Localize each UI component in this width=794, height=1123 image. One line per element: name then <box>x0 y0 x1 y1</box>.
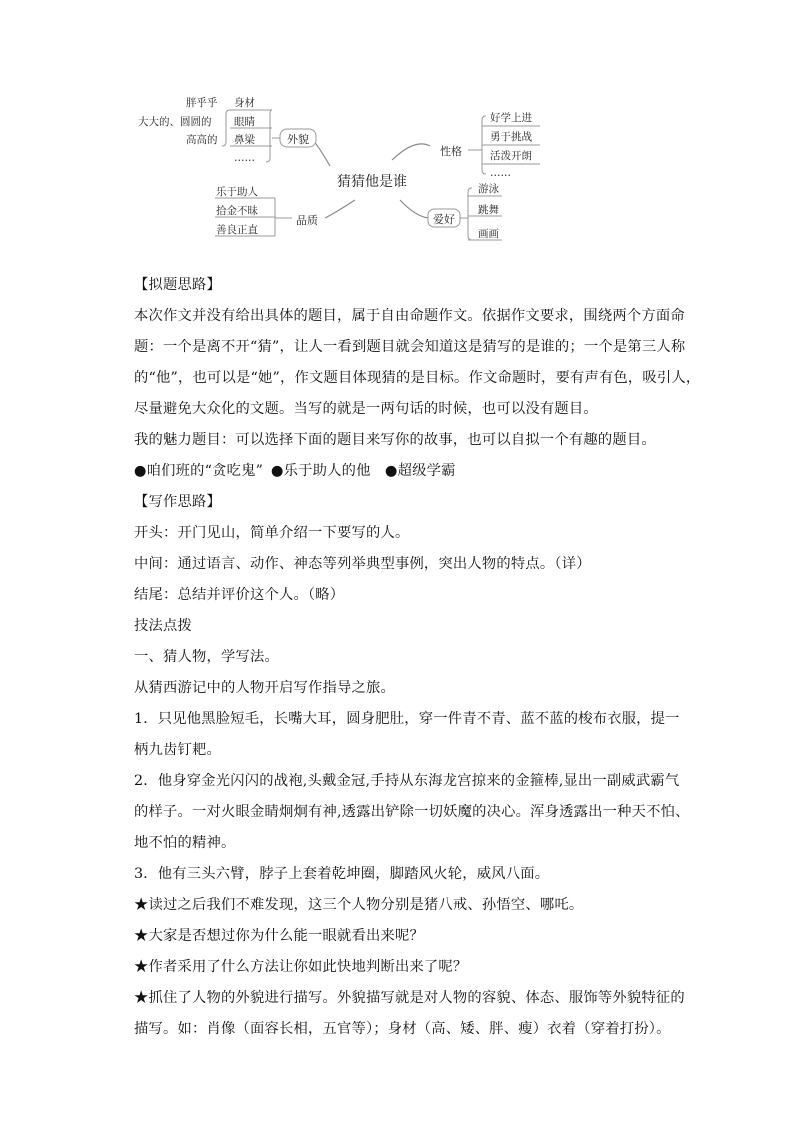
appearance-left-0: 胖乎乎 <box>186 97 218 109</box>
quality-item-2: 善良正直 <box>216 224 258 236</box>
writing-middle: 中间：通过语言、动作、神态等列举典型事例，突出人物的特点。（详） <box>134 556 591 572</box>
hobby-item-0: 游泳 <box>478 183 499 195</box>
appearance-right-3: …… <box>234 152 255 164</box>
writing-start: 开头：开门见山，简单介绍一下要写的人。 <box>134 525 410 541</box>
section-1: 一、猜人物，学写法。 <box>134 649 279 665</box>
title-suggestion-2: ●超级学霸 <box>385 463 456 479</box>
character-item-3: …… <box>490 167 511 179</box>
character-item-0: 好学上进 <box>490 112 532 124</box>
mindmap-center: 猜猜他是谁 <box>337 174 407 190</box>
heading-title-ideas: 【拟题思路】 <box>134 277 221 293</box>
appearance-left-1: 大大的、圆圆的 <box>138 116 212 128</box>
appearance-right-2: 鼻梁 <box>234 134 255 146</box>
quality-item-1: 拾金不昧 <box>216 205 258 217</box>
heading-writing-ideas: 【写作思路】 <box>134 494 221 510</box>
skill-heading: 技法点拨 <box>134 618 192 634</box>
para1-line-2: 的“他”，也可以是“她”，作文题目体现猜的是目标。作文命题时，要有声有色，吸引人， <box>134 370 701 386</box>
title-suggestion-0: ●咱们班的“贪吃鬼” <box>134 463 264 479</box>
character-item-1: 勇于挑战 <box>490 131 532 143</box>
star-1: ★读过之后我们不难发现，这三个人物分别是猪八戒、孙悟空、哪吒。 <box>134 897 584 913</box>
para1-line-1: 题：一个是离不开“猜”，让人一看到题目就会知道这是猜写的是谁的；一个是第三人称 <box>134 339 686 355</box>
para2: 我的魅力题目：可以选择下面的题目来写你的故事，也可以自拟一个有趣的题目。 <box>134 432 656 448</box>
example2-line-0: 2．他身穿金光闪闪的战袍,头戴金冠,手持从东海龙宫掠来的金箍棒,显出一副威武霸气 <box>134 773 680 789</box>
star-2: ★大家是否想过你为什么能一眼就看出来呢？ <box>134 928 424 944</box>
star-4-line-0: ★抓住了人物的外貌进行描写。外貌描写就是对人物的容貌、体态、服饰等外貌特征的 <box>134 990 685 1006</box>
hobby-item-2: 画画 <box>478 228 499 240</box>
writing-end: 结尾：总结并评价这个人。（略） <box>134 587 345 603</box>
para1-line-0: 本次作文并没有给出具体的题目，属于自由命题作文。依据作文要求，围绕两个方面命 <box>134 308 685 324</box>
star-4-line-1: 描写。如：肖像（面容长相，五官等）；身材（高、矮、胖、瘦）衣着（穿着打扮）。 <box>134 1021 671 1037</box>
appearance-left-2: 高高的 <box>186 134 218 146</box>
title-suggestions <box>134 456 674 487</box>
example2-line-1: 的样子。一对火眼金睛炯炯有神,透露出铲除一切妖魔的决心。浑身透露出一种天不怕、 <box>134 804 690 820</box>
appearance-right-0: 身材 <box>234 97 255 109</box>
example2-line-2: 地不怕的精神。 <box>134 835 236 851</box>
character-label: 性格 <box>440 145 462 158</box>
branch-hobby <box>400 200 428 218</box>
character-item-2: 活泼开朗 <box>490 150 532 162</box>
mind-map <box>130 88 550 248</box>
intro: 从猜西游记中的人物开启写作指导之旅。 <box>134 680 395 696</box>
title-suggestion-1: ●乐于助人的他 <box>271 463 371 479</box>
document-body <box>134 270 701 1045</box>
star-3: ★作者采用了什么方法让你如此快地判断出来了呢？ <box>134 959 468 975</box>
example1-line-0: 1．只见他黑脸短毛，长嘴大耳，圆身肥肚，穿一件青不青、蓝不蓝的梭布衣服，提一 <box>134 711 680 727</box>
appearance-right-1: 眼睛 <box>234 116 255 128</box>
example3: 3．他有三头六臂，脖子上套着乾坤圈，脚踏风火轮，威风八面。 <box>134 866 550 882</box>
example1-line-1: 柄九齿钉耙。 <box>134 742 221 758</box>
hobby-item-1: 跳舞 <box>478 204 499 216</box>
quality-item-0: 乐于助人 <box>216 186 258 198</box>
appearance-label: 外貌 <box>287 133 309 146</box>
branch-character <box>392 144 430 160</box>
hobby-label: 爱好 <box>433 213 455 226</box>
quality-label: 品质 <box>296 214 318 227</box>
branch-quality <box>325 200 355 218</box>
para1-line-3: 尽量避免大众化的文题。当写的就是一两句话的时候，也可以没有题目。 <box>134 401 598 417</box>
